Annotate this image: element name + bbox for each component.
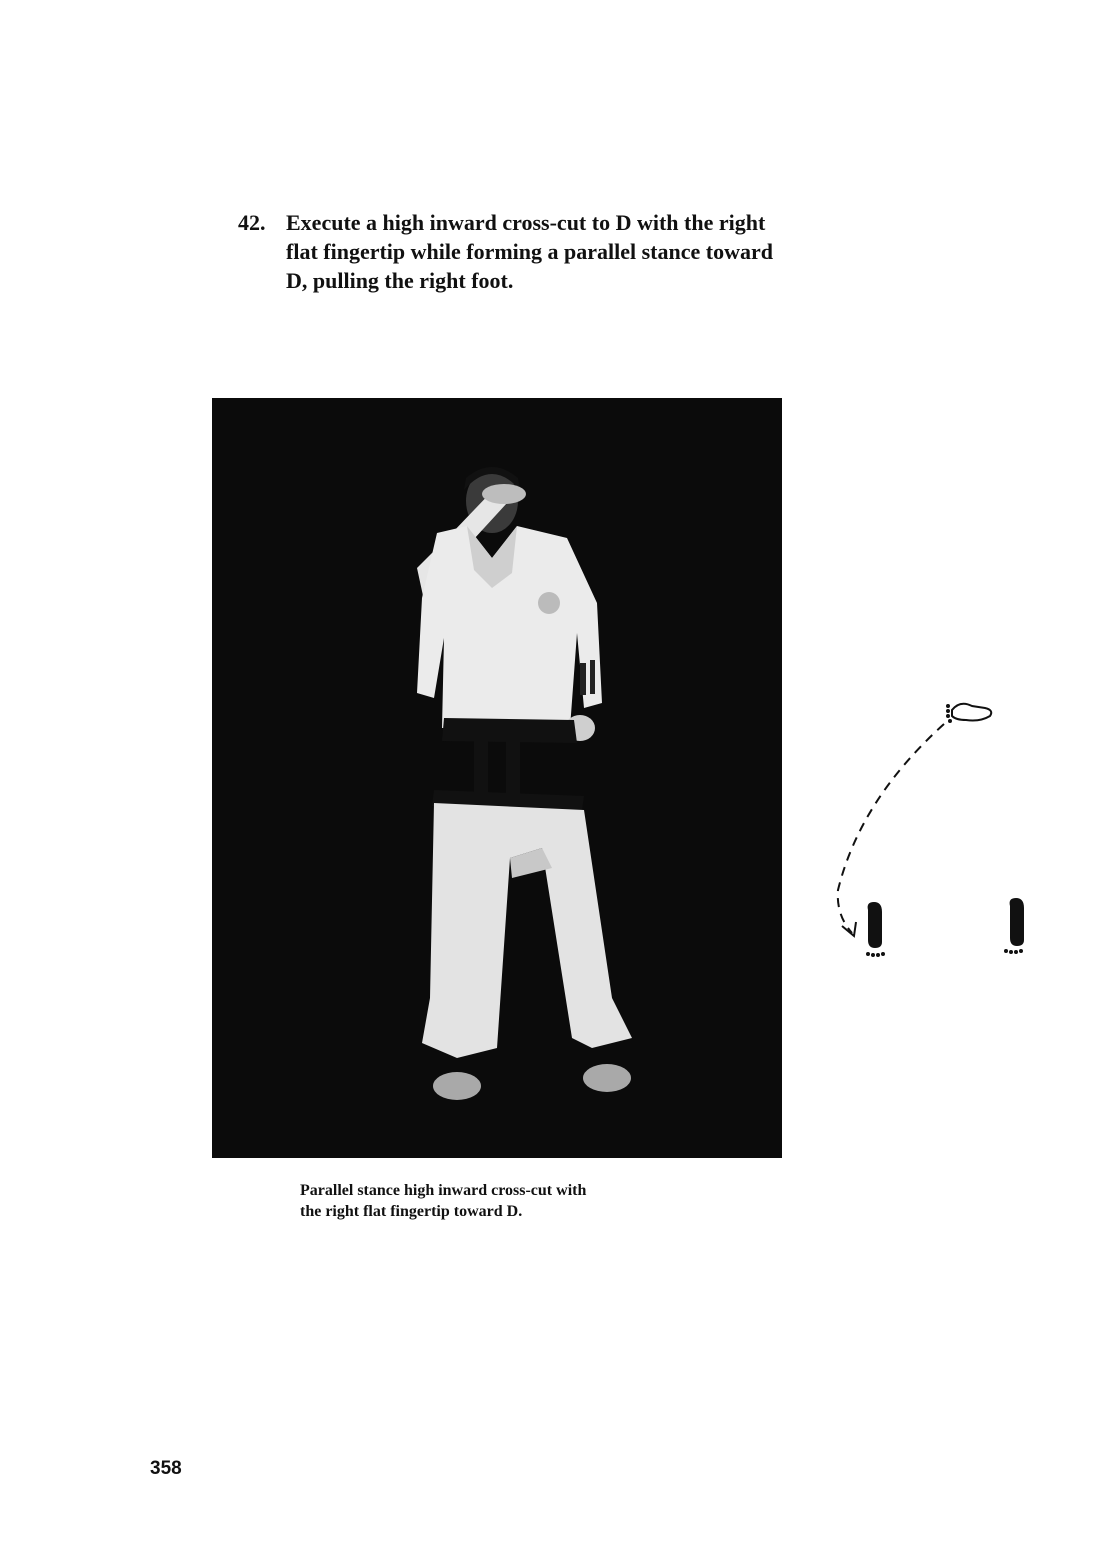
page-number: 358 (150, 1458, 182, 1479)
step-number: 42. (238, 210, 266, 235)
instruction-step (238, 208, 898, 295)
right-footprint-icon (1004, 898, 1024, 954)
foot-path-illustration (820, 690, 1040, 970)
starting-foot-outline-icon (946, 704, 991, 723)
step-text: Execute a high inward cross-cut to D with the right flat fingertip while forming a parallel stance toward D, pulling the right foot. (286, 210, 773, 293)
parallel-stance-photo-illustration (212, 398, 782, 1158)
left-footprint-icon (866, 902, 885, 957)
foot-movement-diagram (820, 690, 1040, 970)
figure-caption: Parallel stance high inward cross-cut with the right flat fingertip toward D. (300, 1182, 587, 1220)
martial-arts-photo (212, 398, 782, 1158)
